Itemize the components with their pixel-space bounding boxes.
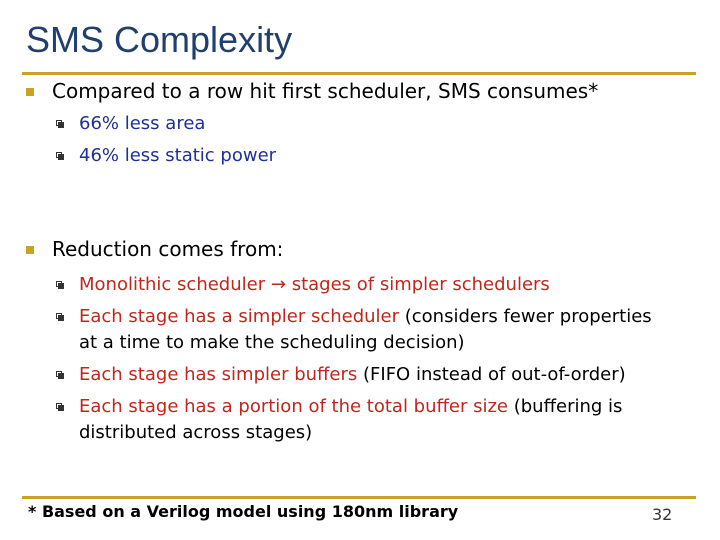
highlight-text: Each stage has simpler buffers — [79, 364, 358, 385]
title-divider — [22, 72, 696, 75]
arrow-right-icon: → — [270, 274, 286, 295]
sub-bullet-text — [79, 362, 626, 388]
checkbox-bullet-icon — [56, 371, 62, 377]
detail-text: (buffering is — [513, 396, 623, 417]
detail-text: (considers fewer properties — [404, 306, 652, 327]
footer-divider — [22, 496, 696, 499]
highlight-text: Each stage has a simpler scheduler — [79, 306, 400, 327]
sub-bullet-text — [79, 394, 622, 420]
simpler-stages-text: stages of simpler schedulers — [291, 274, 550, 295]
square-bullet-icon — [26, 246, 34, 254]
sub-bullet-text — [79, 272, 550, 298]
detail-text: (FIFO instead of out-of-order) — [363, 364, 626, 385]
square-bullet-icon — [26, 88, 34, 96]
sub-bullet-text — [79, 304, 652, 330]
sub-bullet-text: 66% less area — [79, 113, 206, 134]
page-number: 32 — [652, 505, 673, 524]
checkbox-bullet-icon — [56, 152, 62, 158]
sub-bullet-continuation: at a time to make the scheduling decision) — [79, 332, 465, 353]
highlight-text: Each stage has a portion of the total buffer size — [79, 396, 508, 417]
checkbox-bullet-icon — [56, 281, 62, 287]
slide-title: SMS Complexity — [26, 19, 293, 60]
sub-bullet-continuation: distributed across stages) — [79, 422, 313, 443]
checkbox-bullet-icon — [56, 313, 62, 319]
footnote: * Based on a Verilog model using 180nm library — [28, 502, 459, 521]
monolithic-text: Monolithic scheduler — [79, 274, 266, 295]
checkbox-bullet-icon — [56, 403, 62, 409]
bullet-text: Reduction comes from: — [52, 237, 284, 261]
checkbox-bullet-icon — [56, 120, 62, 126]
sub-bullet-text: 46% less static power — [79, 145, 277, 166]
bullet-text: Compared to a row hit first scheduler, SMS consumes* — [52, 79, 599, 103]
